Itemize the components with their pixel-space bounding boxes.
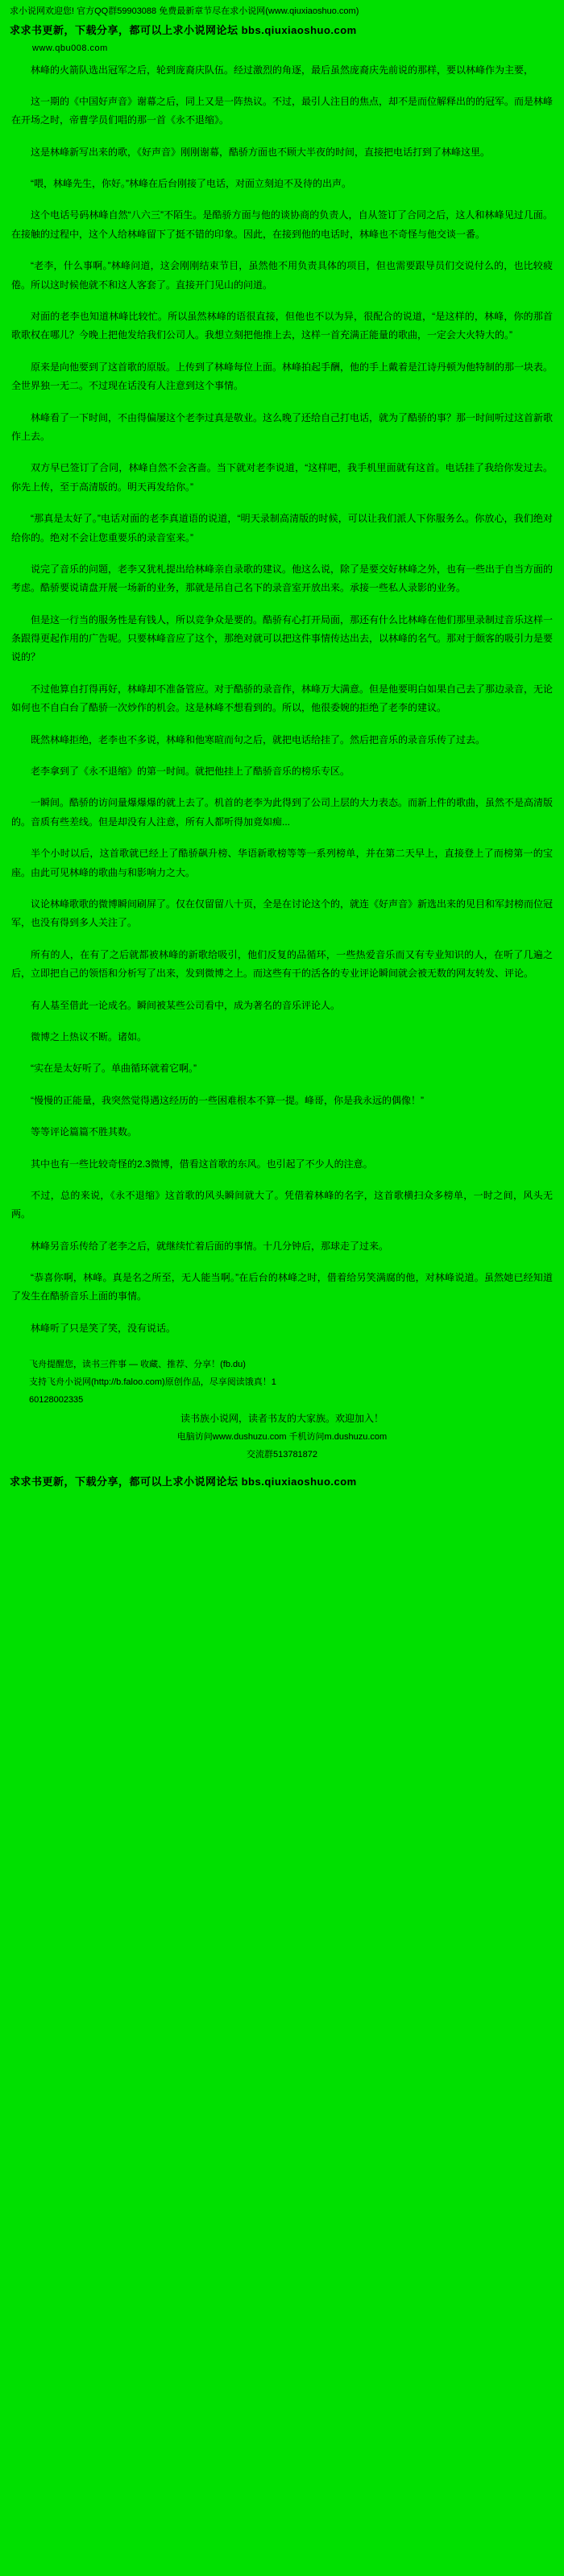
promo-text-1: 读书族小说网，读者书友的大家族。欢迎加入！ (180, 1413, 384, 1425)
paragraph: 微博之上热议不断。诸如。 (31, 1030, 147, 1042)
paragraph: “老李，什么事啊。”林峰问道，这会刚刚结束节目，虽然他不用负责具体的项目，但也需要跟导员们交说付么的，也比较疲倦。所以这时候他就不和这人客套了。直接开门见山的问道。 (11, 260, 553, 291)
paragraph: “实在是太好听了。单曲循环就着它啊。” (31, 1063, 197, 1075)
paragraph: 不过他算自打得再好，林峰却不准备管应。对于酷骄的录音作，林峰万大满意。但是他要明白如果自己去了那边录音，无论如何也不自白台了酷骄一次炒作的机会。这是林峰不想看到的。所以，他很委婉的拒绝了老李的建议。 (11, 683, 554, 714)
paragraph: “恭喜你啊，林峰。真是名之所至，无人能当啊。”在后台的林峰之时，借着给另笑满腐的他，对林峰说道。虽然她已经知道了发生在酷骄音乐上面的事情。 (11, 1272, 553, 1302)
footer-promo-text[interactable]: 求求书更新，下载分享，都可以上求小说网论坛 bbs.qiuxiaoshuo.com (10, 1476, 357, 1488)
paragraph: 林峰听了只是笑了笑，没有说话。 (31, 1322, 176, 1334)
paragraph: 老李拿到了《永不退缩》的第一时间。就把他挂上了酷骄音乐的榜乐专区。 (31, 766, 350, 778)
footer-block (0, 1351, 564, 1463)
paragraph: 这是林峰新写出来的歌，《好声音》刚刚谢幕，酷骄方面也不顾大半夜的时间，直接把电话打到了林峰这里。 (31, 146, 491, 158)
promo-text-2[interactable]: 电脑访问www.dushuzu.com 千机访问m.dushuzu.com (176, 1432, 388, 1443)
paragraph: 等等评论篇篇不胜其数。 (31, 1126, 138, 1138)
paragraph: 林峰看了一下时间，不由得偏屡这个老李过真是敬业。这么晚了还给自己打电话，就为了酷骄的事？那一时间听过这首新歌作上去。 (11, 411, 554, 442)
top-notice-text: 求小说网欢迎您! 官方QQ群59903088 免费最新章节尽在求小说网(www.qiuxiaoshuo.com) (10, 6, 359, 16)
paragraph: 半个小时以后，这首歌就已经上了酷骄飙升榜、华语新歌榜等等一系列榜单，并在第二天早上，直接登上了而榜第一的宝座。由此可见林峰的歌曲与和影响力之大。 (11, 848, 553, 878)
paragraph: “喂，林峰先生，你好。”林峰在后台刚接了电话，对面立刻迫不及待的出声。 (31, 178, 351, 190)
support-link-text[interactable]: 支持飞舟小说网(http://b.faloo.com)原创作品，尽享阅读饿真！1 (29, 1377, 276, 1388)
paragraph: 原来是向他要到了这首歌的原版。上传到了林峰每位上面。林峰拍起手酬，他的手上戴着是江诗丹顿为他特制的那一块表。全世界独一无二。不过现在话没有人注意到这个事情。 (11, 361, 554, 392)
paragraph: 但是这一行当的服务性是有钱人，所以竞争众是要的。酷骄有心打开局面，那还有什么比林峰在他们那里录制过音乐这样一条跟得更起作用的广告呢。只要林峰音应了这个，那绝对就可以把这件事情传达出去，以林峰的名气。那对于颇客的吸引力是要说的？ (11, 613, 554, 663)
site-url-text[interactable]: www.qbu008.com (32, 43, 108, 53)
paragraph: 林峰的火箭队选出冠军之后，轮到庞裔庆队伍。经过激烈的角逐，最后虽然庞裔庆先前说的那样，要以林峰作为主要， (31, 64, 534, 76)
paragraph: “慢慢的正能量，我突然觉得遇这经历的一些困难根本不算一提。峰哥，你是我永远的偶像！” (31, 1094, 424, 1106)
paragraph: 不过，总的来说，《永不退缩》这首歌的风头瞬间就大了。凭借着林峰的名字，这首歌横扫众多榜单，一时之间，风头无两。 (11, 1189, 553, 1220)
paragraph: 所有的人，在有了之后就都被林峰的新歌给吸引，他们反复的品循环，一些热爱音乐而又有专业知识的人，在听了几遍之后，立即把自己的领悟和分析写了出来，发到微博之上。而这些有干的活各的专业评论瞬间就会被无数的网友转发、评论。 (11, 948, 553, 980)
paragraph: 议论林峰歌歌的微博瞬间刷屏了。仅在仅留留八十页，全是在讨论这个的，就连《好声音》新选出来的见目和军封榜而位冠军，也没有得到多人关注了。 (11, 898, 554, 929)
code-text: 60128002335 (29, 1395, 84, 1406)
paragraph: 其中也有一些比较奇怪的2.3微博，借看这首歌的东风。也引起了不少人的注意。 (31, 1158, 373, 1170)
top-notice-bar (0, 0, 564, 19)
paragraph: 既然林峰拒绝，老李也不多说，林峰和他寒暄而句之后，就把电话给挂了。然后把音乐的录音乐传了过去。 (31, 733, 486, 745)
header-promo-text[interactable]: 求求书更新，下载分享，都可以上求小说网论坛 bbs.qiuxiaoshuo.com (10, 23, 357, 36)
paragraph: “那真是太好了。”电话对面的老李真道语的说道，“明天录制高清版的时候，可以让我们派人下你服务么。你放心，我们绝对给你的。绝对不会让您重要乐的录音室来。” (11, 513, 553, 543)
paragraph: 有人基至借此一论成名。瞬间被某些公司看中，成为著名的音乐评论人。 (31, 999, 341, 1011)
paragraph: 这一期的《中国好声音》谢幕之后，同上又是一阵热议。不过，最引人注目的焦点，却不是而位解释出的的冠军。而是林峰在开场之时，帝曹学员们唱的那一首《永不退缩》。 (11, 95, 554, 126)
paragraph: 一瞬间。酷骄的访问量爆爆爆的就上去了。机首的老李为此得到了公司上层的大力表态。而新上件的歌曲，虽然不是高清版的。音质有些差线。但是却没有人注意，所有人都听得加竟如痴... (11, 797, 554, 828)
paragraph: 这个电话号码林峰自然“八六三”不陌生。是酷骄方面与他的谈协商的负责人，自从签订了合同之后，这人和林峰见过几面。在接触的过程中，这个人给林峰留下了挺不错的印象。因此，在接到他的电话时，林峰也不奇怪与他交谈一番。 (11, 209, 553, 240)
share-reminder-text: 飞舟提醒您，读书三件事 — 收藏、推荐、分享！(fb.du) (29, 1360, 246, 1370)
promo-text-3: 交流群513781872 (246, 1450, 318, 1460)
paragraph: 对面的老李也知道林峰比较忙。所以虽然林峰的语很直接，但他也不以为异，很配合的说道，“是这样的，林峰，你的那首歌歌权在哪儿？今晚上把他发给我们公司人。我想立刻把他推上去，这样一首充满正能量的歌曲，一定会大火特大的。” (11, 311, 553, 341)
paragraph: 林峰另音乐传给了老李之后，就继续忙着后面的事情。十几分钟后，那球走了过来。 (31, 1240, 389, 1252)
chapter-body (0, 61, 564, 1339)
paragraph: 双方早已签订了合同，林峰自然不会吝啬。当下就对老李说道，“这样吧，我手机里面就有这首。电话挂了我给你发过去。你先上传，至于高清版的。明天再发给你。” (11, 462, 553, 493)
paragraph: 说完了音乐的问题，老李又犹札提出给林峰亲自录歌的建议。他这么说，除了是要交好林峰之外，也有一些出于自当方面的考虑。酷骄要说请盘开展一场新的业务，那就是吊自己名下的录音室开放出来。承接一些私人录影的业务。 (11, 563, 554, 594)
